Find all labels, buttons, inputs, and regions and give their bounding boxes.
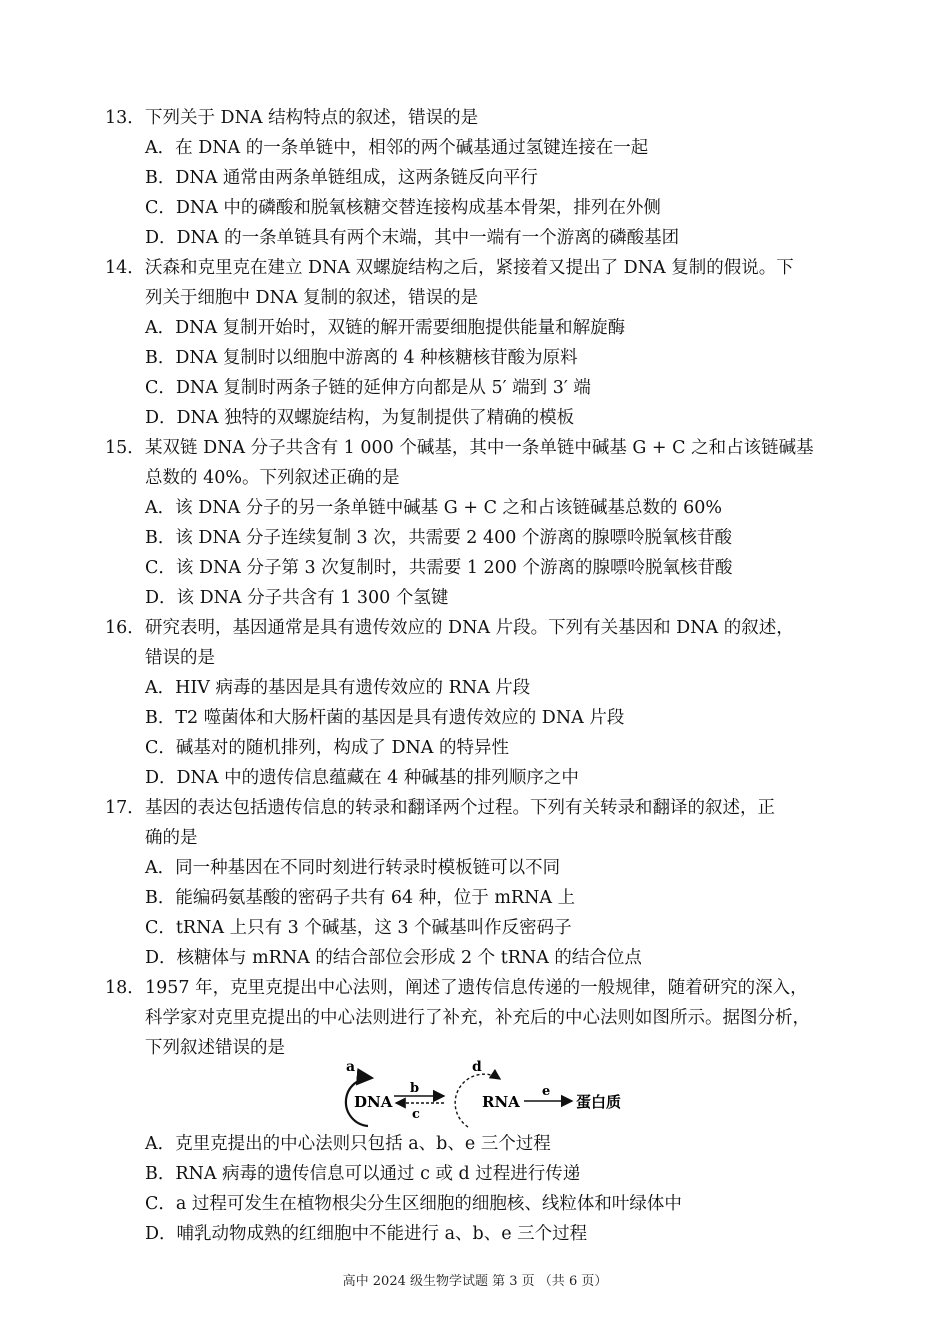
question-number: 14． bbox=[105, 258, 145, 278]
question-stem: 研究表明，基因通常是具有遗传效应的 DNA 片段。下列有关基因和 DNA 的叙述， bbox=[145, 618, 794, 638]
option-a: A．该 DNA 分子的另一条单链中碱基 G + C 之和占该链碱基总数的 60% bbox=[145, 498, 722, 518]
question-stem: 确的是 bbox=[145, 828, 198, 848]
page-footer: 高中 2024 级生物学试题 第 3 页 （共 6 页） bbox=[342, 1274, 608, 1289]
option-b: B．DNA 通常由两条单链组成，这两条链反向平行 bbox=[145, 168, 538, 188]
label-d: d bbox=[472, 1059, 482, 1075]
question-number: 15． bbox=[105, 438, 145, 458]
option-c: C．碱基对的随机排列，构成了 DNA 的特异性 bbox=[145, 738, 509, 758]
question-number: 17． bbox=[105, 798, 145, 818]
option-a: A．克里克提出的中心法则只包括 a、b、e 三个过程 bbox=[145, 1134, 551, 1154]
label-c: c bbox=[412, 1107, 420, 1122]
question-stem: 科学家对克里克提出的中心法则进行了补充，补充后的中心法则如图所示。据图分析， bbox=[145, 1008, 810, 1028]
option-d: D．DNA 中的遗传信息蕴藏在 4 种碱基的排列顺序之中 bbox=[145, 768, 579, 788]
question-stem: 下列关于 DNA 结构特点的叙述，错误的是 bbox=[145, 108, 479, 128]
question-stem: 1957 年，克里克提出中心法则，阐述了遗传信息传递的一般规律，随着研究的深入， bbox=[145, 978, 808, 998]
label-dna: DNA bbox=[354, 1093, 393, 1111]
question-stem: 下列叙述错误的是 bbox=[145, 1038, 285, 1058]
option-b: B．DNA 复制时以细胞中游离的 4 种核糖核苷酸为原料 bbox=[145, 348, 578, 368]
option-d: D．该 DNA 分子共含有 1 300 个氢键 bbox=[145, 588, 449, 608]
option-a: A．HIV 病毒的基因是具有遗传效应的 RNA 片段 bbox=[145, 678, 531, 698]
option-c: C．该 DNA 分子第 3 次复制时，共需要 1 200 个游离的腺嘌呤脱氧核苷酸 bbox=[145, 558, 733, 578]
question-stem: 某双链 DNA 分子共含有 1 000 个碱基，其中一条单链中碱基 G + C 之和占该链碱基 bbox=[145, 438, 814, 458]
central-dogma-diagram bbox=[320, 1055, 630, 1135]
option-d: D．核糖体与 mRNA 的结合部位会形成 2 个 tRNA 的结合位点 bbox=[145, 948, 642, 968]
option-b: B．RNA 病毒的遗传信息可以通过 c 或 d 过程进行传递 bbox=[145, 1164, 581, 1184]
option-d: D．哺乳动物成熟的红细胞中不能进行 a、b、e 三个过程 bbox=[145, 1224, 588, 1244]
label-e: e bbox=[542, 1084, 551, 1099]
option-b: B．T2 噬菌体和大肠杆菌的基因是具有遗传效应的 DNA 片段 bbox=[145, 708, 625, 728]
question-number: 18． bbox=[105, 978, 145, 998]
option-a: A．在 DNA 的一条单链中，相邻的两个碱基通过氢键连接在一起 bbox=[145, 138, 649, 158]
question-number: 16． bbox=[105, 618, 145, 638]
option-d: D．DNA 的一条单链具有两个末端，其中一端有一个游离的磷酸基团 bbox=[145, 228, 680, 248]
option-a: A．同一种基因在不同时刻进行转录时模板链可以不同 bbox=[145, 858, 561, 878]
question-number: 13． bbox=[105, 108, 145, 128]
question-stem: 总数的 40%。下列叙述正确的是 bbox=[145, 468, 400, 488]
option-a: A．DNA 复制开始时，双链的解开需要细胞提供能量和解旋酶 bbox=[145, 318, 626, 338]
label-protein: 蛋白质 bbox=[576, 1093, 622, 1111]
option-c: C．DNA 中的磷酸和脱氧核糖交替连接构成基本骨架，排列在外侧 bbox=[145, 198, 661, 218]
option-c: C．tRNA 上只有 3 个碱基，这 3 个碱基叫作反密码子 bbox=[145, 918, 572, 938]
question-stem: 基因的表达包括遗传信息的转录和翻译两个过程。下列有关转录和翻译的叙述，正 bbox=[145, 798, 775, 818]
question-stem: 错误的是 bbox=[145, 648, 215, 668]
question-stem: 沃森和克里克在建立 DNA 双螺旋结构之后，紧接着又提出了 DNA 复制的假说。下 bbox=[145, 258, 794, 278]
label-b: b bbox=[410, 1081, 420, 1096]
label-a: a bbox=[346, 1059, 356, 1075]
option-b: B．该 DNA 分子连续复制 3 次，共需要 2 400 个游离的腺嘌呤脱氧核苷酸 bbox=[145, 528, 732, 548]
option-c: C．DNA 复制时两条子链的延伸方向都是从 5′ 端到 3′ 端 bbox=[145, 378, 591, 398]
option-c: C．a 过程可发生在植物根尖分生区细胞的细胞核、线粒体和叶绿体中 bbox=[145, 1194, 682, 1214]
question-stem: 列关于细胞中 DNA 复制的叙述，错误的是 bbox=[145, 288, 479, 308]
label-rna: RNA bbox=[482, 1093, 520, 1111]
option-d: D．DNA 独特的双螺旋结构，为复制提供了精确的模板 bbox=[145, 408, 575, 428]
option-b: B．能编码氨基酸的密码子共有 64 种，位于 mRNA 上 bbox=[145, 888, 576, 908]
